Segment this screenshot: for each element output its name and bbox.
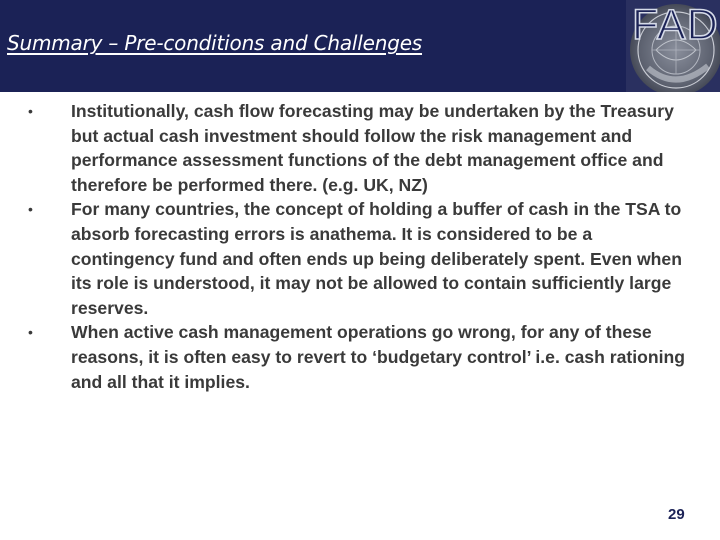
- bullet-text: For many countries, the concept of holding a buffer of cash in the TSA to absorb forecasting errors is anathema. It is considered to be a contingency fund and often ends up being deliberately spent. Even when its role is understood, it may not be allowed to contain sufficiently large reserves.: [71, 199, 682, 318]
- bullet-icon: •: [28, 201, 33, 218]
- fad-wordmark: FAD: [632, 1, 719, 49]
- bullet-icon: •: [28, 324, 33, 341]
- list-item: [26, 197, 692, 320]
- title-bar: [0, 0, 720, 92]
- list-item: [26, 99, 692, 197]
- bullet-list: [26, 99, 692, 394]
- bullet-icon: •: [28, 103, 33, 119]
- slide-title: Summary – Pre-conditions and Challenges: [7, 31, 423, 55]
- bullet-text: Institutionally, cash flow forecasting may be undertaken by the Treasury but actual cash investment should follow the risk management and performance assessment functions of the debt management office and therefore be performed there. (e.g. UK, NZ): [71, 101, 674, 195]
- list-item: [26, 320, 692, 394]
- imf-fad-logo: [626, 0, 720, 92]
- bullet-text: When active cash management operations go wrong, for any of these reasons, it is often easy to revert to ‘budgetary control’ i.e. cash rationing and all that it implies.: [71, 322, 685, 392]
- page-number: 29: [668, 506, 685, 523]
